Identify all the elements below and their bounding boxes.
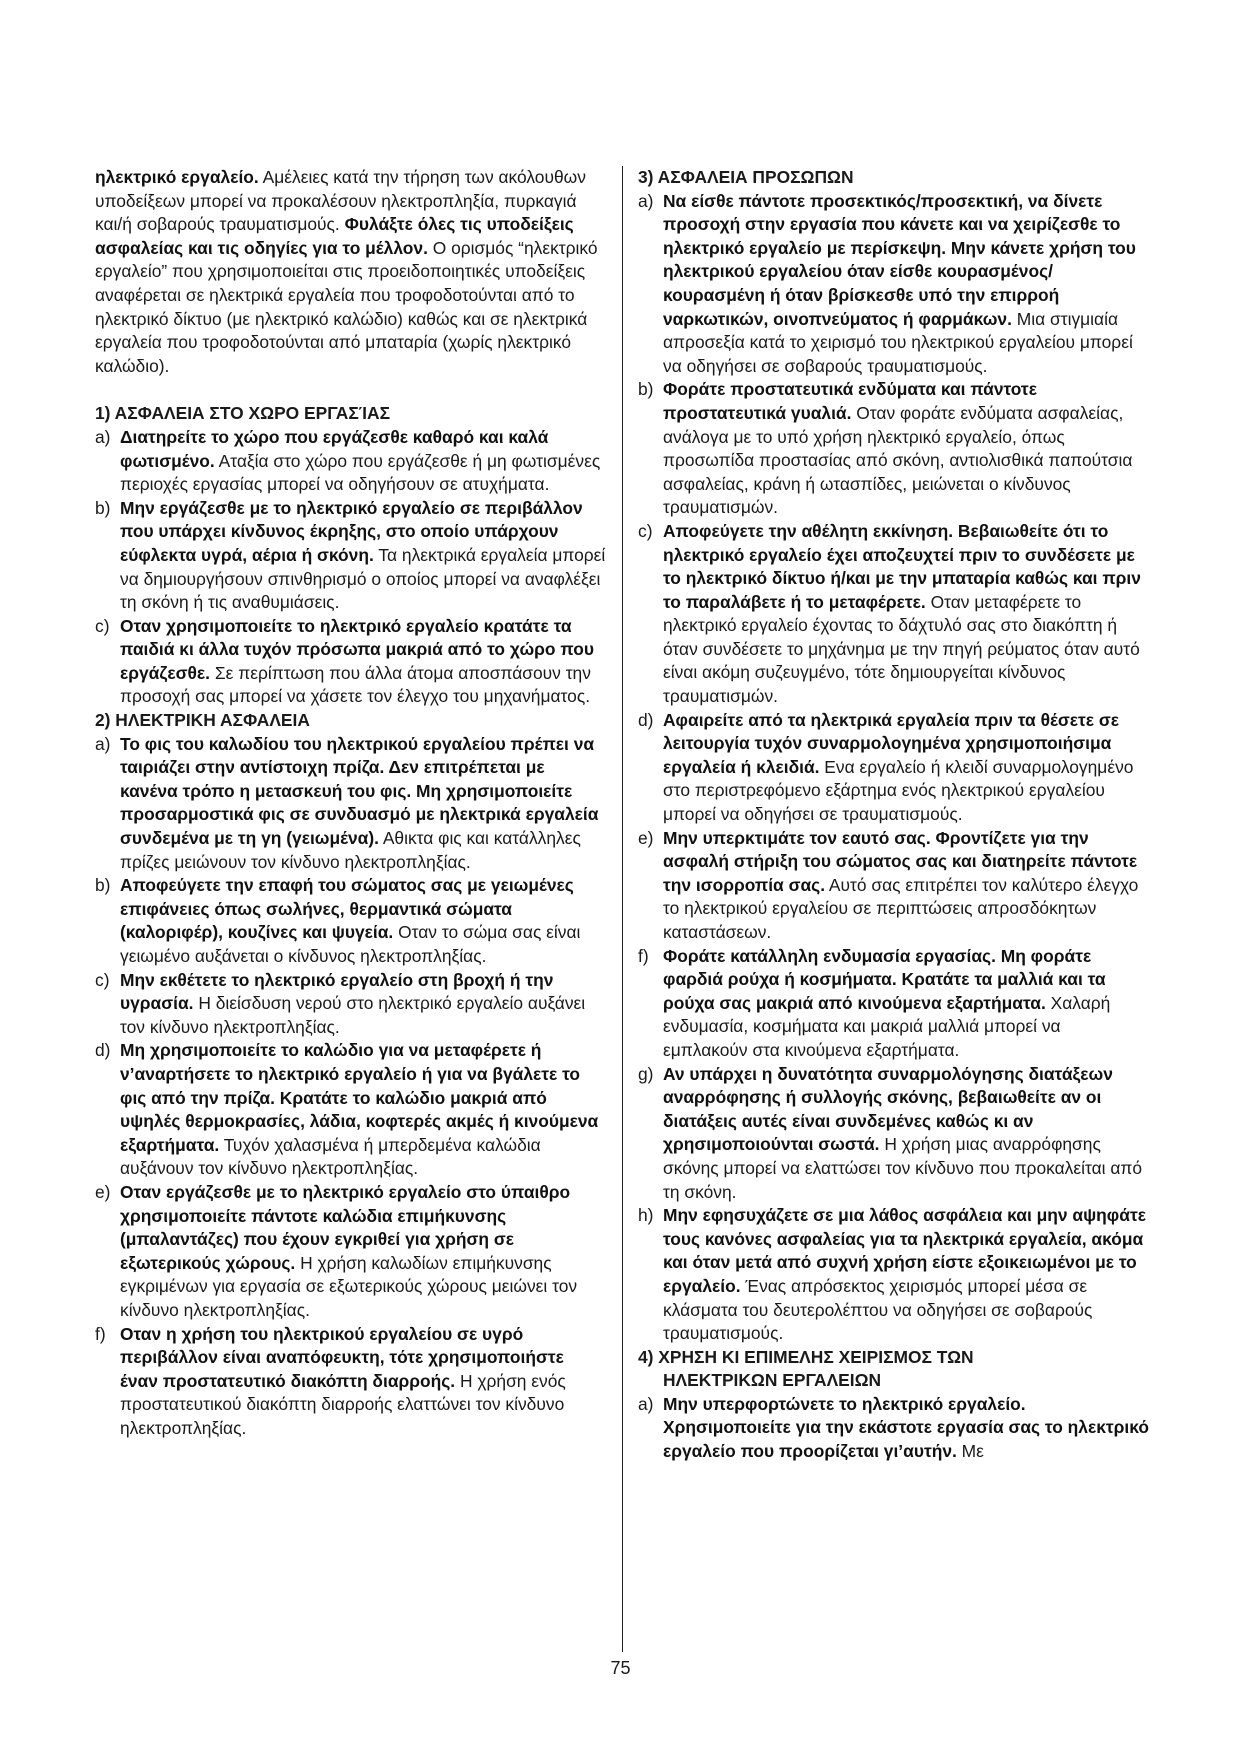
item-bold: Οταν η χρήση του ηλεκτρικού εργαλείου σε υγρό περιβάλλον είναι αναπόφευκτη, τότε χρησιμοποιήστε έναν προστατευτικό διακόπτη διαρροής. [120, 1323, 564, 1391]
item-letter: a) [95, 426, 111, 447]
item-text: Τα ηλεκτρικά εργαλεία μπορεί να δημιουργήσουν σπινθηρισμό ο οποίος μπορεί να αναφλέξει τη σκόνη ή τις αναθυμιάσεις. [120, 544, 606, 613]
item-letter: f) [638, 945, 649, 966]
item-bold: Οταν χρησιμοποιείτε το ηλεκτρικό εργαλείο κρατάτε τα παιδιά κι άλλα τυχόν πρόσωπα μακριά από το χώρο που εργάζεσθε. [120, 615, 594, 683]
section-4-title: 4) ΧΡΗΣΗ ΚΙ ΕΠΙΜΕΛΗΣ ΧΕΙΡΙΣΜΟΣ ΤΩΝ [638, 1346, 974, 1367]
item-text: Χαλαρή ενδυμασία, κοσμήματα και μακριά μαλλιά μπορεί να εμπλακούν στα κινούμενα εξαρτήματα. [663, 992, 1111, 1060]
item-letter: a) [638, 1393, 654, 1414]
item-letter: c) [638, 520, 653, 541]
list-item [638, 945, 1150, 1063]
intro-bold-2: Φυλάξτε όλες τις υποδείξεις ασφαλείας και τις οδηγίες για το μέλλον. [95, 214, 574, 258]
list-item [638, 520, 1150, 709]
list-item [638, 1393, 1150, 1464]
list-item [638, 1204, 1150, 1346]
section-2-list [95, 733, 606, 1441]
item-text: Η χρήση μιας αναρρόφησης σκόνης μπορεί να ελαττώσει τον κίνδυνο που προκαλείται από τη σκόνη. [663, 1134, 1143, 1202]
list-item [95, 874, 606, 968]
intro-bold: ηλεκτρικό εργαλείο. [95, 167, 259, 187]
item-bold: Μην εργάζεσθε με το ηλεκτρικό εργαλείο σε περιβάλλον που υπάρχει κίνδυνος έκρηξης, στο οποίο υπάρχουν εύφλεκτα υγρά, αέρια ή σκόνη. [120, 497, 583, 565]
right-column [638, 166, 1150, 1464]
intro-text: Αμέλειες κατά την τήρηση των ακόλουθων υποδείξεων μπορεί να προκαλέσουν ηλεκτροπληξία, πυρκαγιά και/ή σοβαρούς τραυματισμούς. [95, 167, 586, 235]
section-2-title: 2) ΗΛΕΚΤΡΙΚΗ ΑΣΦΑΛΕΙΑ [95, 710, 310, 731]
item-bold: Φοράτε προστατευτικά ενδύματα και πάντοτε προστατευτικά γυαλιά. [663, 379, 1037, 423]
item-text: Οταν φοράτε ενδύματα ασφαλείας, ανάλογα με το υπό χρήση ηλεκτρικό εργαλείο, όπως προσωπίδα προστασίας από σκόνη, αντιολισθικά παπούτσια ασφαλείας, κράνη ή ωτασπίδες, μειώνεται ο κίνδυνος τραυματισμών. [663, 402, 1133, 518]
item-letter: a) [638, 190, 654, 211]
section-3-title: 3) ΑΣΦΑΛΕΙΑ ΠΡΟΣΩΠΩΝ [638, 167, 854, 187]
item-text: Ενα εργαλείο ή κλειδί συναρμολογημένο στο περιστρεφόμενο εξάρτημα ενός ηλεκτρικού εργαλείου μπορεί να οδηγήσει σε τραυματισμούς. [663, 756, 1134, 825]
item-bold: Μην εκθέτετε το ηλεκτρικό εργαλείο στη βροχή ή την υγρασία. [120, 969, 554, 1014]
item-letter: g) [638, 1063, 654, 1084]
item-letter: a) [95, 733, 111, 754]
column-divider [622, 166, 623, 1652]
list-item [638, 378, 1150, 520]
item-bold: Μη χρησιμοποιείτε το καλώδιο για να μεταφέρετε ή ν’αναρτήσετε το ηλεκτρικό εργαλείο ή για να βγάλετε το φις από την πρίζα. Κρατάτε το καλώδιο μακριά από υψηλές θερμοκρασίες, λάδια, κοφτερές ακμές ή κινούμενα εξαρτήματα. [120, 1040, 599, 1155]
item-letter: d) [95, 1040, 111, 1061]
left-column [95, 166, 606, 1440]
section-4-list [638, 1393, 1150, 1464]
item-bold: Διατηρείτε το χώρο που εργάζεσθε καθαρό και καλά φωτισμένο. [120, 426, 549, 471]
item-bold: Αν υπάρχει η δυνατότητα συναρμολόγησης διατάξεων αναρρόφησης ή συλλογής σκόνης, βεβαιωθείτε αν οι διατάξεις αυτές είναι συνδεμένες καθώς κι αν χρησιμοποιούνται σωστά. [663, 1063, 1113, 1155]
item-letter: h) [638, 1205, 654, 1226]
list-item [95, 969, 606, 1040]
list-item [638, 1063, 1150, 1205]
item-letter: d) [638, 709, 654, 730]
item-text: Η διείσδυση νερού στο ηλεκτρικό εργαλείο αυξάνει τον κίνδυνο ηλεκτροπληξίας. [120, 993, 586, 1037]
section-1-list [95, 426, 606, 709]
item-bold: Μην υπερκτιμάτε τον εαυτό σας. Φροντίζετε για την ασφαλή στήριξη του σώματος σας και διατηρείτε πάντοτε την ισορροπία σας. [663, 827, 1138, 895]
item-letter: c) [95, 615, 110, 636]
item-bold: Μην υπερφορτώνετε το ηλεκτρικό εργαλείο. Χρησιμοποιείτε για την εκάστοτε εργασία σας το ηλεκτρικό εργαλείο που προορίζεται γι’αυτήν. [663, 1393, 1150, 1462]
item-text: Αθικτα φις και κατάλληλες πρίζες μειώνουν τον κίνδυνο ηλεκτροπληξίας. [120, 828, 581, 872]
item-bold: Μην εφησυχάζετε σε μια λάθος ασφάλεια και μην αψηφάτε τους κανόνες ασφαλείας για τα ηλεκτρικά εργαλεία, ακόμα και όταν μετά από συχνή χρήση είστε εξοικειωμένοι με το εργαλείο. [663, 1205, 1146, 1296]
item-text: Αυτό σας επιτρέπει τον καλύτερο έλεγχο το ηλεκτρικού εργαλείου σε περιπτώσεις απροσδόκητων καταστάσεων. [663, 874, 1139, 942]
list-item [95, 1323, 606, 1441]
item-bold: Φοράτε κατάλληλη ενδυμασία εργασίας. Μη φοράτε φαρδιά ρούχα ή κοσμήματα. Κρατάτε τα μαλλιά και τα ρούχα σας μακριά από κινούμενα εξαρτήματα. [663, 945, 1106, 1013]
item-bold: Αποφεύγετε την αθέλητη εκκίνηση. Βεβαιωθείτε ότι το ηλεκτρικό εργαλείο έχει αποζευχτεί πριν το συνδέσετε με το ηλεκτρικό δίκτυο ή/και με την μπαταρία καθώς και πριν το παραλάβετε ή το μεταφέρετε. [663, 520, 1141, 612]
item-text: Οταν μεταφέρετε το ηλεκτρικό εργαλείο έχοντας το δάχτυλό σας στο διακόπτη ή όταν συνδέσετε το μηχάνημα με την πηγή ρεύματος όταν αυτό είναι ακόμη συζευγμένο, τότε δημιουργείται κίνδυνος τραυματισμών. [663, 591, 1140, 707]
item-letter: e) [95, 1181, 111, 1202]
list-item [95, 426, 606, 497]
list-item [638, 709, 1150, 827]
page-number: 75 [610, 1658, 631, 1678]
list-item [95, 1181, 606, 1323]
item-text: Με [956, 1441, 984, 1462]
list-item [638, 190, 1150, 379]
section-3-list [638, 190, 1150, 1346]
item-text: Ένας απρόσεκτος χειρισμός μπορεί μέσα σε κλάσματα του δευτερολέπτου να οδηγήσει σε σοβαρούς τραυματισμούς. [663, 1275, 1093, 1344]
section-4-title-line-2: ΗΛΕΚΤΡΙΚΩΝ ΕΡΓΑΛΕΙΩΝ [663, 1370, 882, 1391]
item-text: Η χρήση καλωδίων επιμήκυνσης εγκριμένων για εργασία σε εξωτερικούς χώρους μειώνει τον κίνδυνο ηλεκτροπληξίας. [120, 1252, 578, 1320]
item-letter: b) [95, 875, 111, 896]
list-item [95, 497, 606, 615]
item-bold: Αποφεύγετε την επαφή του σώματος σας με γειωμένες επιφάνειες όπως σωλήνες, θερμαντικά σώματα (καλοριφέρ), κουζίνες και ψυγεία. [120, 875, 574, 943]
section-1-title: 1) ΑΣΦΑΛΕΙΑ ΣΤΟ ΧΩΡΟ ΕΡΓΑΣΊΑΣ [95, 403, 391, 424]
item-bold: Οταν εργάζεσθε με το ηλεκτρικό εργαλείο στο ύπαιθρο χρησιμοποιείτε πάντοτε καλώδια επιμήκυνσης (μπαλαντάζες) που έχουν εγκριθεί για χρήση σε εξωτερικούς χώρους. [120, 1181, 571, 1273]
item-letter: b) [95, 497, 111, 518]
list-item [95, 733, 606, 875]
item-text: Οταν το σώμα σας είναι γειωμένο αυξάνεται ο κίνδυνος ηλεκτροπληξίας. [120, 922, 581, 966]
item-letter: b) [638, 379, 654, 400]
list-item [638, 827, 1150, 945]
item-text: Η χρήση ενός προστατευτικού διακόπτη διαρροής ελαττώνει τον κίνδυνο ηλεκτροπληξίας. [120, 1370, 566, 1438]
item-bold: Το φις του καλωδίου του ηλεκτρικού εργαλείου πρέπει να ταιριάζει στην αντίστοιχη πρίζα. Δεν επιτρέπεται με κανένα τρόπο η μετασκευή του φις. Μη χρησιμοποιείτε προσαρμοστικά φις σε συνδυασμό με ηλεκτρικά εργαλεία συνδεμένα με τη γη (γειωμένα). [120, 733, 599, 849]
item-letter: c) [95, 969, 110, 990]
item-text: Σε περίπτωση που άλλα άτομα αποσπάσουν την προσοχή σας μπορεί να χάσετε τον έλεγχο του μηχανήματος. [120, 662, 591, 707]
list-item [95, 1039, 606, 1181]
intro-paragraph [95, 166, 606, 378]
item-text: Μια στιγμιαία απροσεξία κατά το χειρισμό του ηλεκτρικού εργαλείου μπορεί να οδηγήσει σε σοβαρούς τραυματισμούς. [663, 308, 1133, 376]
item-text: Αταξία στο χώρο που εργάζεσθε ή μη φωτισμένες περιοχές εργασίας μπορεί να οδηγήσουν σε ατυχήματα. [120, 450, 601, 495]
intro-text-2: Ο ορισμός “ηλεκτρικό εργαλείο” που χρησιμοποιείται στις προειδοποιητικές υποδείξεις αναφέρεται σε ηλεκτρικά εργαλεία που τροφοδοτούνται από το ηλεκτρικό δίκτυο (με ηλεκτρικό καλώδιο) καθώς και σε ηλεκτρικά εργαλεία που τροφοδοτούνται από μπαταρία (χωρίς ηλεκτρικό καλώδιο). [95, 237, 598, 376]
list-item [95, 615, 606, 709]
item-letter: e) [638, 827, 654, 848]
item-bold: Να είσθε πάντοτε προσεκτικός/προσεκτική, να δίνετε προσοχή στην εργασία που κάνετε και να χειρίζεσθε το ηλεκτρικό εργαλείο με περίσκεψη. Μην κάνετε χρήση του ηλεκτρικού εργαλείου όταν είσθε κουρασμένος/κουρασμένη ή όταν βρίσκεσθε υπό την επιρροή ναρκωτικών, οινοπνεύματος ή φαρμάκων. [663, 190, 1136, 329]
item-letter: f) [95, 1323, 106, 1344]
item-bold: Αφαιρείτε από τα ηλεκτρικά εργαλεία πριν τα θέσετε σε λειτουργία τυχόν συναρμολογημένα χρησιμοποιήσιμα εργαλεία ή κλειδιά. [663, 709, 1119, 777]
item-text: Τυχόν χαλασμένα ή μπερδεμένα καλώδια αυξάνουν τον κίνδυνο ηλεκτροπληξίας. [120, 1134, 541, 1179]
